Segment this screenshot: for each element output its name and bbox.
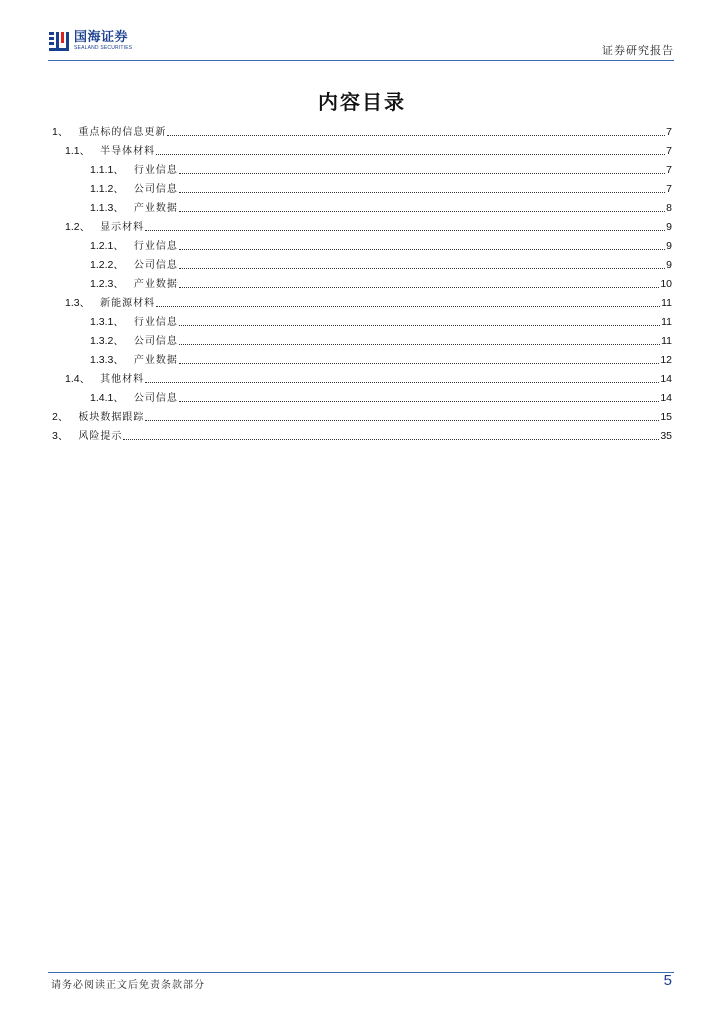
toc-entry-page: 9 (666, 221, 672, 233)
toc-entry-number: 1.1.1、 (90, 164, 124, 176)
toc-dot-leader (179, 191, 665, 193)
header-divider (48, 60, 674, 61)
toc-entry-number: 1.3、 (65, 297, 91, 309)
toc-entry-label: 公司信息 (133, 393, 178, 404)
toc-entry[interactable] (52, 215, 672, 234)
company-logo (48, 28, 132, 54)
toc-entry[interactable] (52, 158, 672, 177)
toc-entry-page: 7 (666, 164, 672, 176)
toc-dot-leader (179, 248, 665, 250)
toc-entry-label: 产业数据 (133, 279, 178, 290)
toc-entry-page: 35 (660, 430, 672, 442)
toc-entry-number: 1.2.2、 (90, 259, 124, 271)
toc-entry-page: 12 (660, 354, 672, 366)
toc-entry[interactable] (52, 234, 672, 253)
toc-entry[interactable] (52, 253, 672, 272)
footer-divider (48, 972, 674, 973)
toc-dot-leader (179, 362, 659, 364)
toc-entry-page: 8 (666, 202, 672, 214)
toc-entry-page: 11 (661, 335, 672, 347)
toc-entry-number: 3、 (52, 430, 69, 442)
toc-entry-number: 1.3.3、 (90, 354, 124, 366)
toc-dot-leader (145, 229, 665, 231)
toc-entry-label: 显示材料 (100, 222, 145, 233)
toc-entry-number: 1.2.3、 (90, 278, 124, 290)
toc-entry-label: 行业信息 (133, 165, 178, 176)
toc-entry[interactable] (52, 424, 672, 443)
toc-entry-label: 产业数据 (133, 203, 178, 214)
toc-entry-number: 1.1.2、 (90, 183, 124, 195)
toc-entry-page: 7 (666, 126, 672, 138)
sealand-logo-icon (48, 30, 70, 52)
toc-entry-page: 15 (660, 411, 672, 423)
toc-entry[interactable] (52, 348, 672, 367)
page-header (48, 28, 674, 60)
toc-entry-number: 1.1、 (65, 145, 91, 157)
report-type-label: 证券研究报告 (602, 44, 674, 57)
toc-entry[interactable] (52, 196, 672, 215)
toc-dot-leader (145, 381, 659, 383)
toc-dot-leader (167, 134, 665, 136)
toc-entry[interactable] (52, 120, 672, 139)
toc-entry-number: 1.3.2、 (90, 335, 124, 347)
toc-entry-label: 公司信息 (133, 336, 178, 347)
toc-entry[interactable] (52, 291, 672, 310)
toc-dot-leader (179, 343, 660, 345)
toc-entry-label: 行业信息 (133, 317, 178, 328)
toc-entry-label: 板块数据跟踪 (78, 412, 145, 423)
toc-dot-leader (123, 438, 659, 440)
logo-english-name: SEALAND SECURITIES (74, 45, 133, 51)
toc-dot-leader (179, 210, 665, 212)
toc-dot-leader (179, 286, 659, 288)
toc-entry-number: 1.1.3、 (90, 202, 124, 214)
toc-entry-label: 新能源材料 (100, 298, 156, 309)
toc-entry-page: 14 (660, 392, 672, 404)
toc-entry[interactable] (52, 177, 672, 196)
page-number: 5 (663, 972, 672, 989)
toc-entry-page: 11 (661, 316, 672, 328)
toc-entry-number: 2、 (52, 411, 69, 423)
toc-entry[interactable] (52, 329, 672, 348)
toc-entry[interactable] (52, 139, 672, 158)
toc-entry-label: 公司信息 (133, 184, 178, 195)
toc-entry-number: 1.2、 (65, 221, 91, 233)
table-of-contents (52, 120, 672, 443)
toc-entry-number: 1.3.1、 (90, 316, 124, 328)
toc-entry-page: 9 (666, 240, 672, 252)
toc-dot-leader (179, 172, 665, 174)
toc-entry-number: 1、 (52, 126, 69, 138)
footer-disclaimer: 请务必阅读正文后免责条款部分 (51, 980, 205, 991)
toc-entry-page: 7 (666, 183, 672, 195)
toc-entry-label: 产业数据 (133, 355, 178, 366)
toc-dot-leader (145, 419, 659, 421)
toc-entry[interactable] (52, 310, 672, 329)
toc-entry[interactable] (52, 386, 672, 405)
toc-dot-leader (156, 153, 665, 155)
toc-dot-leader (179, 400, 659, 402)
toc-entry-number: 1.4.1、 (90, 392, 124, 404)
toc-entry-page: 11 (661, 297, 672, 309)
toc-entry-label: 行业信息 (133, 241, 178, 252)
toc-entry-page: 7 (666, 145, 672, 157)
toc-entry[interactable] (52, 405, 672, 424)
toc-entry-label: 半导体材料 (100, 146, 156, 157)
logo-chinese-name: 国海证券 (74, 30, 129, 45)
toc-entry-label: 公司信息 (133, 260, 178, 271)
toc-entry-label: 重点标的信息更新 (78, 127, 167, 138)
toc-entry-page: 10 (660, 278, 672, 290)
toc-dot-leader (179, 324, 660, 326)
toc-entry-page: 14 (660, 373, 672, 385)
toc-entry-label: 其他材料 (100, 374, 145, 385)
toc-entry-page: 9 (666, 259, 672, 271)
toc-dot-leader (156, 305, 660, 307)
toc-entry[interactable] (52, 272, 672, 291)
toc-entry-number: 1.2.1、 (90, 240, 124, 252)
toc-entry-number: 1.4、 (65, 373, 91, 385)
toc-dot-leader (179, 267, 665, 269)
toc-entry-label: 风险提示 (78, 431, 123, 442)
toc-entry[interactable] (52, 367, 672, 386)
page-title: 内容目录 (318, 90, 406, 114)
